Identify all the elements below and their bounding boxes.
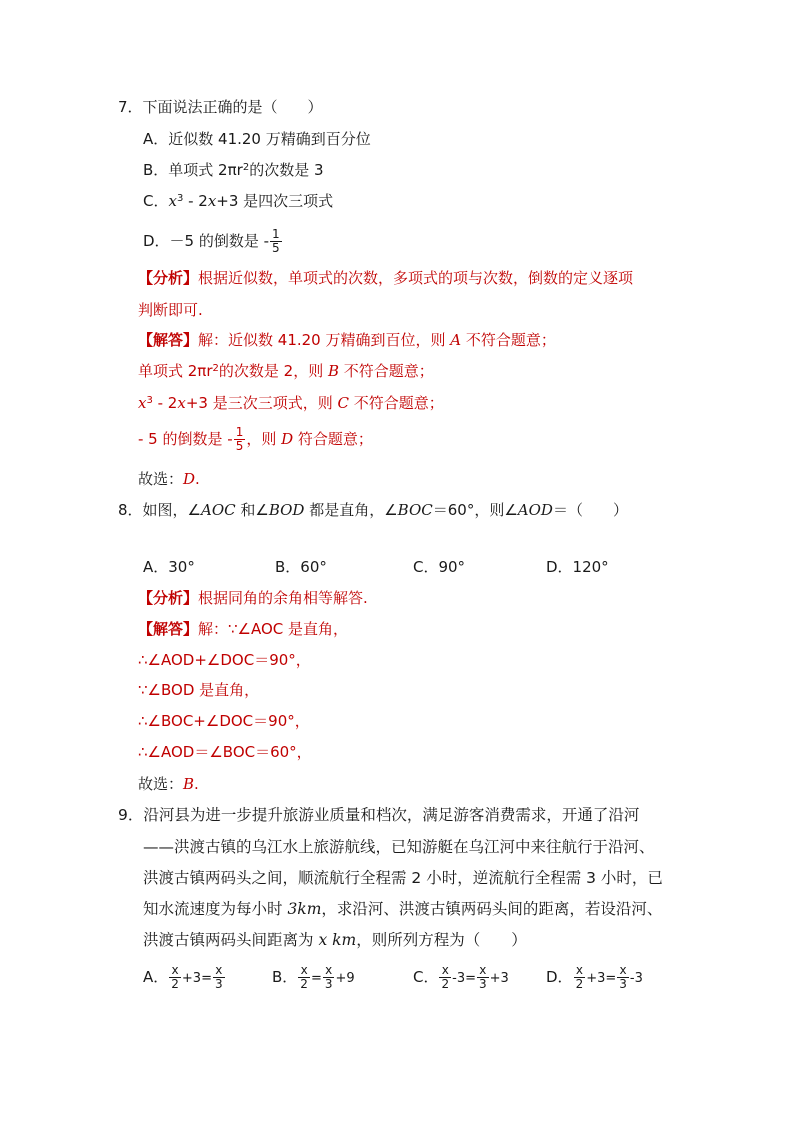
q7-answer4-den: 5 — [235, 439, 244, 453]
q9-option-a-f2-num: x — [213, 964, 225, 978]
q8-stem-boc: BOC — [397, 501, 433, 519]
q9-option-c-f1-num: x — [439, 964, 451, 978]
q7-answer3-var: C — [337, 394, 349, 412]
q7-option-b-sup: 2 — [242, 162, 250, 173]
q7-option-c-post: +3 是四次三项式 — [216, 192, 334, 210]
q7-analysis-text1: 根据近似数，单项式的次数，多项式的项与次数，倒数的定义逐项 — [198, 269, 634, 287]
q7-answer-tag: 【解答】 — [138, 331, 199, 349]
q8-choose — [138, 774, 199, 794]
q9-option-c-f1-den: 2 — [441, 977, 450, 991]
q9-line4-speed: 3km — [287, 900, 322, 918]
q9-option-d-label: D． — [546, 968, 573, 986]
q9-line5-var: x km — [318, 931, 357, 949]
q8-analysis-text: 根据同角的余角相等解答. — [198, 589, 368, 607]
q9-line4-pre: 知水流速度为每小时 — [143, 900, 288, 918]
q7-answer3-sup: 3 — [146, 395, 153, 406]
q7-answer4-pre: - 5 的倒数是 - — [138, 430, 233, 448]
q8-analysis — [138, 588, 368, 608]
q9-option-b-mid: = — [310, 971, 322, 986]
q9-option-b-frac1 — [298, 964, 310, 991]
q7-option-b-pre: B．单项式 2πr — [143, 161, 243, 179]
q7-answer3-x2: x — [177, 394, 186, 412]
q8-analysis-tag: 【分析】 — [138, 589, 199, 607]
q7-answer-text1: 解：近似数 41.20 万精确到百位，则 — [198, 331, 451, 349]
q8-stem-aod: AOD — [517, 501, 553, 519]
q7-analysis-line1 — [138, 268, 633, 288]
q8-answer-line4: ∴∠BOC+∠DOC＝90°， — [138, 712, 310, 730]
q9-option-c-frac2 — [477, 964, 489, 991]
q7-answer2-var: B — [327, 362, 340, 380]
q9-option-a-f1-num: x — [169, 964, 181, 978]
q7-answer-line2 — [138, 361, 434, 381]
q7-answer2-pre: 单项式 2πr — [138, 362, 213, 380]
q9-option-d-f1-den: 2 — [575, 977, 584, 991]
q7-stem: 7．下面说法正确的是（ ） — [118, 98, 323, 116]
q7-answer2-mid: 的次数是 2，则 — [218, 362, 328, 380]
q7-answer-line1 — [138, 330, 556, 350]
q7-option-b — [143, 160, 324, 180]
q7-answer-line4 — [138, 424, 373, 454]
q8-option-a: A．30° — [143, 558, 195, 576]
q9-line5-post: ，则所列方程为（ ） — [356, 931, 527, 949]
q7-option-c-mid: - 2 — [183, 192, 208, 210]
q8-stem-aoc: AOC — [201, 501, 236, 519]
q9-option-a-frac2 — [213, 964, 225, 991]
q9-option-d-end: -3 — [629, 971, 643, 986]
q7-option-d-den: 5 — [272, 241, 280, 255]
q7-option-c-label: C． — [143, 192, 169, 210]
q9-option-b-frac2 — [323, 964, 335, 991]
q7-answer4-var: D — [281, 430, 294, 448]
q7-answer4-post: 符合题意； — [293, 430, 373, 448]
q8-answer-line1 — [138, 619, 348, 639]
q8-answer-text1: 解：∵∠AOC 是直角， — [198, 620, 349, 638]
q9-option-c-end: +3 — [489, 971, 509, 986]
q9-line4-post: ，求沿河、洪渡古镇两码头间的距离，若设沿河、 — [321, 900, 663, 918]
q8-stem-1: 8．如图，∠ — [118, 501, 201, 519]
q9-option-d-mid: +3= — [586, 971, 617, 986]
q7-choose-pre: 故选： — [138, 470, 184, 488]
q9-option-d — [546, 962, 643, 994]
q7-answer2-sup: 2 — [212, 363, 219, 374]
q9-option-a-label: A． — [143, 968, 169, 986]
q8-option-d: D．120° — [546, 558, 609, 576]
q9-option-a-frac1 — [169, 964, 181, 991]
q9-option-d-f2-den: 3 — [619, 977, 627, 991]
q7-choose-dot: . — [195, 470, 200, 488]
q7-option-d-num: 1 — [272, 227, 280, 241]
q7-answer3-x: x — [138, 394, 147, 412]
q8-choose-dot: . — [194, 775, 199, 793]
q7-answer-line3 — [138, 393, 444, 413]
q9-option-d-f1-num: x — [574, 964, 586, 978]
q9-option-d-f2-num: x — [617, 964, 629, 978]
q7-option-c-sup: 3 — [176, 193, 184, 204]
q7-answer4-mid: ，则 — [246, 430, 282, 448]
q8-stem-4: ＝60°，则∠ — [432, 501, 518, 519]
q7-option-b-post: 的次数是 3 — [249, 161, 324, 179]
q7-answer-var-a: A — [450, 331, 462, 349]
q9-option-d-frac2 — [617, 964, 629, 991]
q7-analysis-tag: 【分析】 — [138, 269, 199, 287]
q9-option-c-f2-num: x — [477, 964, 489, 978]
q7-answer3-mid: - 2 — [152, 394, 178, 412]
q9-option-b-f1-num: x — [298, 964, 310, 978]
q7-option-a: A．近似数 41.20 万精确到百分位 — [143, 130, 371, 148]
q7-answer3-post: +3 是三次三项式，则 — [185, 394, 338, 412]
q8-stem-2: 和∠ — [235, 501, 269, 519]
q7-option-d — [143, 227, 283, 255]
q9-line1: 9．沿河县为进一步提升旅游业质量和档次，满足游客消费需求，开通了沿河 — [118, 806, 640, 824]
q7-option-d-fraction — [270, 228, 282, 255]
q9-option-c-label: C． — [413, 968, 439, 986]
q7-option-c-x2: x — [207, 192, 217, 210]
q8-answer-tag: 【解答】 — [138, 620, 199, 638]
q7-option-c — [143, 191, 333, 211]
q9-option-a-f1-den: 2 — [171, 977, 179, 991]
q7-answer-text1-end: 不符合题意； — [461, 331, 556, 349]
q8-choose-answer: B — [183, 775, 195, 793]
q9-option-b — [272, 962, 355, 994]
q8-stem — [118, 500, 628, 520]
q7-analysis-line2: 判断即可. — [138, 301, 203, 319]
q9-option-b-f1-den: 2 — [300, 977, 308, 991]
q9-option-b-f2-num: x — [323, 964, 335, 978]
q9-option-c — [413, 962, 509, 994]
q8-answer-line3: ∵∠BOD 是直角， — [138, 681, 260, 699]
q9-line4 — [143, 899, 662, 919]
q7-answer4-num: 1 — [235, 425, 244, 439]
q9-option-d-frac1 — [574, 964, 586, 991]
q9-option-a-mid: +3= — [181, 971, 212, 986]
q8-stem-bod: BOD — [268, 501, 305, 519]
q9-option-c-f2-den: 3 — [478, 977, 487, 991]
q7-choose-answer: D — [183, 470, 196, 488]
q8-option-b: B．60° — [275, 558, 327, 576]
q8-answer-line5: ∴∠AOD＝∠BOC＝60°， — [138, 743, 312, 761]
q7-answer3-end: 不符合题意； — [348, 394, 444, 412]
q7-choose — [138, 469, 200, 489]
q7-answer2-post: 不符合题意； — [339, 362, 434, 380]
q9-option-b-label: B． — [272, 968, 298, 986]
q9-option-a-f2-den: 3 — [214, 977, 223, 991]
q8-stem-3: 都是直角，∠ — [304, 501, 398, 519]
q7-answer4-fraction — [234, 426, 246, 453]
q9-option-b-f2-den: 3 — [324, 977, 333, 991]
q9-line5-pre: 洪渡古镇两码头间距离为 — [143, 931, 319, 949]
q8-choose-pre: 故选： — [138, 775, 184, 793]
q9-option-c-mid: -3= — [452, 971, 476, 986]
q7-option-d-pre: D．－5 的倒数是 - — [143, 232, 270, 250]
q9-line2: ——洪渡古镇的乌江水上旅游航线，已知游艇在乌江河中来往航行于沿河、 — [143, 838, 655, 856]
q8-stem-5: ＝（ ） — [552, 501, 628, 519]
q8-option-c: C．90° — [413, 558, 466, 576]
q9-option-c-frac1 — [439, 964, 451, 991]
q9-option-b-end: +9 — [335, 971, 355, 986]
q9-line3: 洪渡古镇两码头之间，顺流航行全程需 2 小时，逆流航行全程需 3 小时，已 — [143, 869, 663, 887]
q9-line5 — [143, 930, 527, 950]
q7-option-c-x: x — [168, 192, 177, 210]
q9-option-a — [143, 962, 226, 994]
q8-answer-line2: ∴∠AOD+∠DOC＝90°， — [138, 651, 311, 669]
